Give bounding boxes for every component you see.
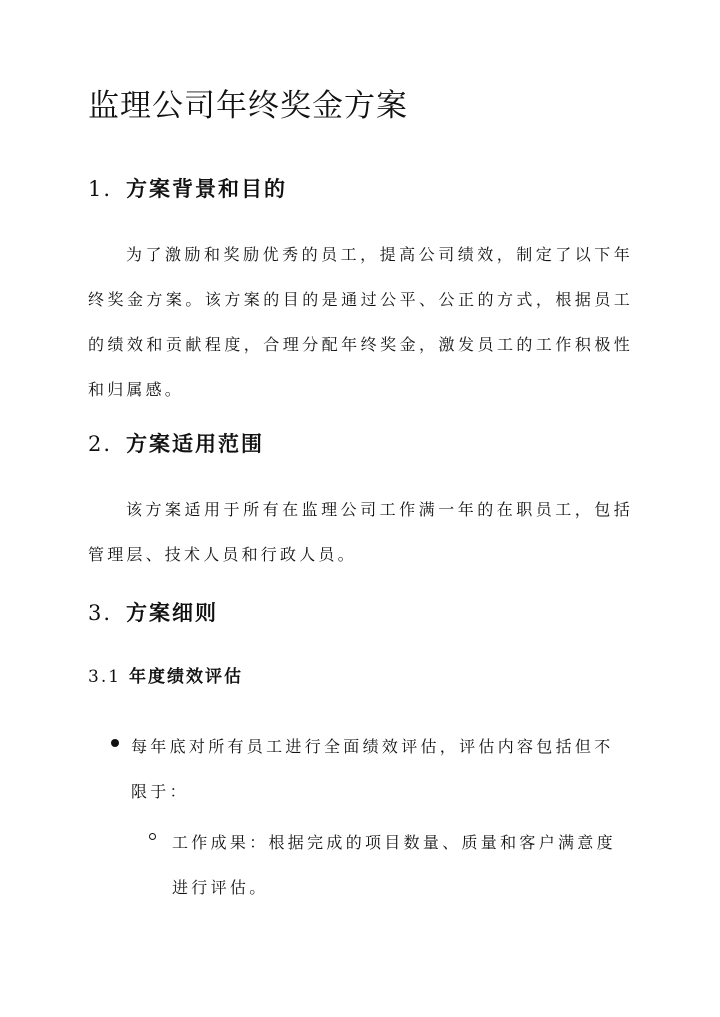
section-2-title: 方案适用范围 [126, 431, 264, 456]
section-1-paragraph: 为了激励和奖励优秀的员工，提高公司绩效，制定了以下年终奖金方案。该方案的目的是通过公平、公正的方式，根据员工的绩效和贡献程度，合理分配年终奖金，激发员工的工作积极性和归属感。 [88, 245, 633, 399]
bullet-circle-icon [149, 833, 156, 840]
section-3-number: 3. [88, 601, 113, 625]
document-title: 监理公司年终奖金方案 [88, 88, 408, 124]
section-1-title: 方案背景和目的 [126, 176, 287, 201]
subsection-3-1-heading [88, 664, 243, 690]
subsection-3-1-number: 3.1 [88, 667, 122, 687]
section-2-heading [88, 429, 264, 459]
list-item: 每年底对所有员工进行全面绩效评估，评估内容包括但不限于： [131, 737, 614, 801]
section-1-number: 1. [88, 177, 113, 201]
section-3-heading [88, 598, 218, 628]
section-3-title: 方案细则 [126, 600, 218, 625]
sub-list-item: 工作成果：根据完成的项目数量、质量和客户满意度进行评估。 [172, 833, 616, 897]
section-1-heading [88, 174, 287, 204]
subsection-3-1-title: 年度绩效评估 [129, 667, 244, 687]
bullet-dot-icon [111, 739, 119, 747]
section-2-number: 2. [88, 432, 113, 456]
section-2-paragraph: 该方案适用于所有在监理公司工作满一年的在职员工，包括管理层、技术人员和行政人员。 [88, 500, 633, 564]
